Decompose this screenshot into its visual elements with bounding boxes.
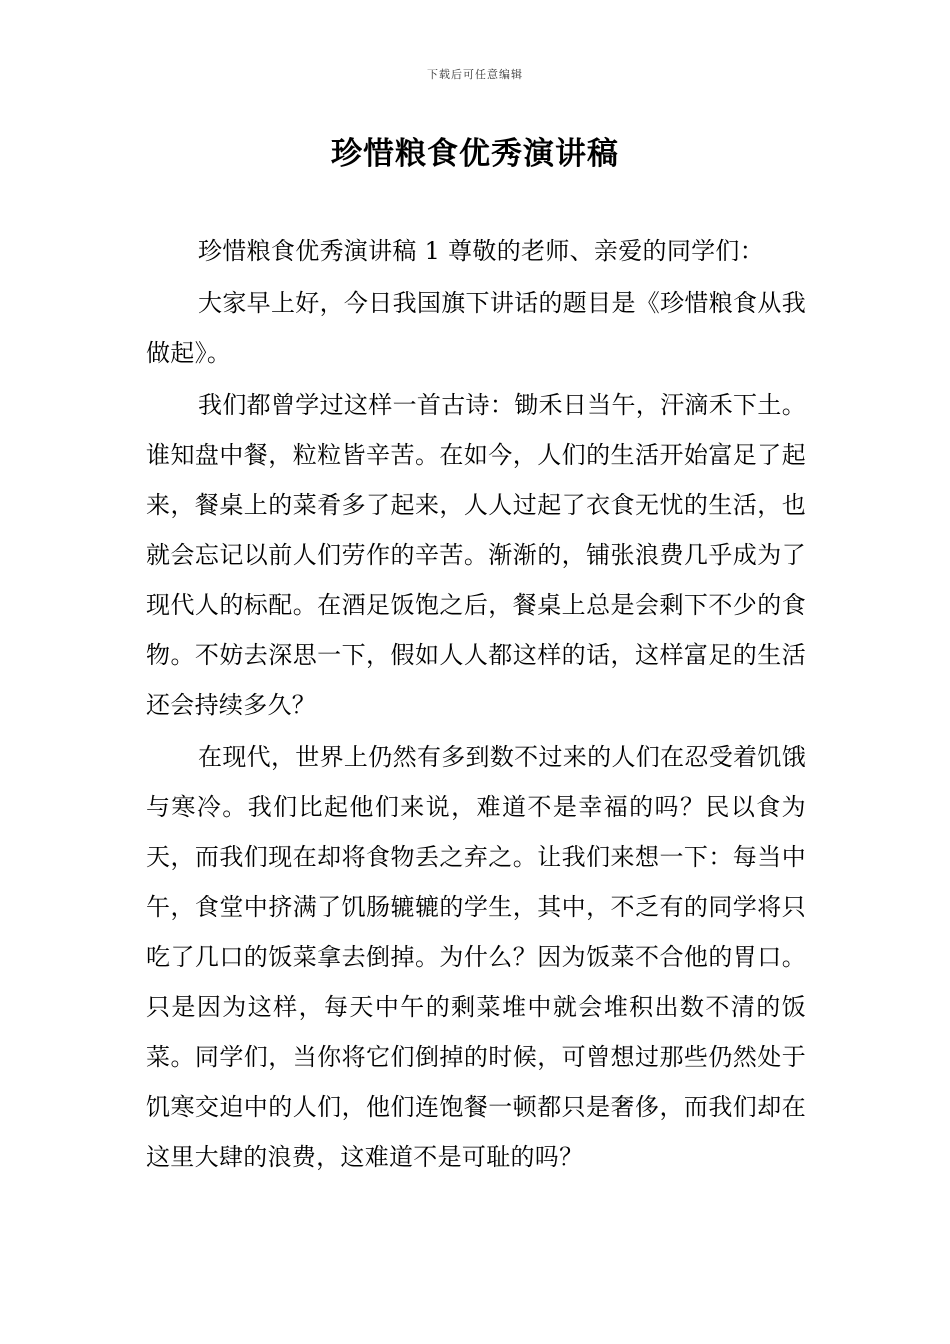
page-title: 珍惜粮食优秀演讲稿 — [331, 136, 619, 172]
header-note: 下载后可任意编辑 — [427, 68, 523, 81]
paragraph-hunger: 在现代，世界上仍然有多到数不过来的人们在忍受着饥饿与寒冷。我们比起他们来说，难道不是幸福的吗？民以食为天，而我们现在却将食物丢之弃之。让我们来想一下：每当中午，食堂中挤满了饥肠辘辘的学生，其中，不乏有的同学将只吃了几口的饭菜拿去倒掉。为什么？因为饭菜不合他的胃口。只是因为这样，每天中午的剩菜堆中就会堆积出数不清的饭菜。同学们，当你将它们倒掉的时候，可曾想过那些仍然处于饥寒交迫中的人们，他们连饱餐一顿都只是奢侈，而我们却在这里大肆的浪费，这难道不是可耻的吗？ — [146, 743, 806, 1171]
document-body — [146, 226, 806, 1182]
paragraph-topic: 大家早上好，今日我国旗下讲话的题目是《珍惜粮食从我做起》。 — [146, 289, 806, 367]
paragraph-poem: 我们都曾学过这样一首古诗：锄禾日当午，汗滴禾下土。谁知盘中餐，粒粒皆辛苦。在如今，人们的生活开始富足了起来，餐桌上的菜肴多了起来，人人过起了衣食无忧的生活，也就会忘记以前人们劳作的辛苦。渐渐的，铺张浪费几乎成为了现代人的标配。在酒足饭饱之后，餐桌上总是会剩下不少的食物。不妨去深思一下，假如人人都这样的话，这样富足的生活还会持续多久？ — [146, 391, 806, 719]
paragraph-greeting: 珍惜粮食优秀演讲稿 1 尊敬的老师、亲爱的同学们： — [198, 237, 765, 265]
